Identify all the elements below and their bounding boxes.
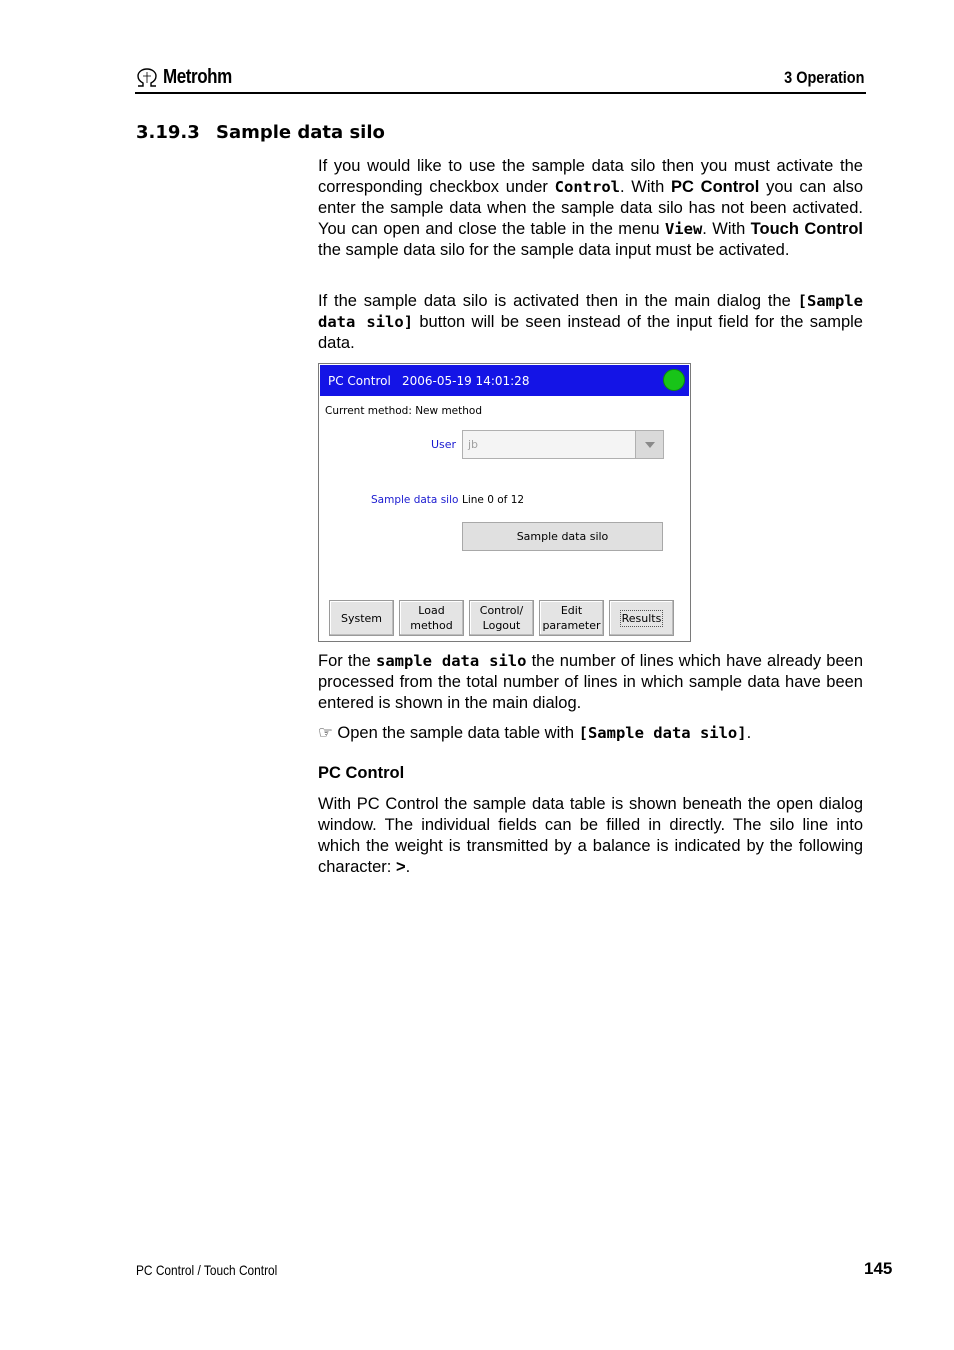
sample-data-silo-label: Sample data silo <box>371 494 459 506</box>
user-value: jb <box>468 438 479 451</box>
button-ref-sample-data-silo: [Sample data silo] <box>318 292 863 331</box>
paragraph-silo-lines <box>318 651 863 714</box>
current-method: Current method: New method <box>325 405 482 417</box>
paragraph-activate-silo <box>318 156 863 261</box>
text: you can also enter the sample data when the sample data silo has not been activated. You can open and close the table in the menu <box>318 178 863 238</box>
text: . With <box>619 178 672 196</box>
button-label: method <box>410 619 453 632</box>
page-header <box>135 62 866 94</box>
user-select[interactable] <box>462 430 664 459</box>
text: For the <box>318 652 376 670</box>
system-button[interactable] <box>329 600 394 636</box>
bold-pc-control: PC Control <box>671 178 760 196</box>
text: . With <box>702 220 751 238</box>
text: If you would like to use the sample data silo then you must activate the corresponding checkbox under <box>318 157 863 196</box>
brand-name: Metrohm <box>163 66 232 88</box>
sample-data-silo-value: Line 0 of 12 <box>462 494 525 506</box>
menu-ref-view: View <box>664 220 703 238</box>
paragraph-silo-button <box>318 291 863 354</box>
text: . <box>405 858 411 876</box>
text: With PC Control the sample data table is shown beneath the open dialog window. The individual fields can be filled in directly. The silo line into which the weight is transmitted by a balance is indicated by the following character: <box>318 795 863 876</box>
dialog-titlebar <box>320 365 689 396</box>
edit-parameter-button[interactable] <box>539 600 604 636</box>
text: button will be seen instead of the input field for the sample data. <box>318 313 863 352</box>
omega-logo-icon <box>135 68 159 88</box>
results-button[interactable] <box>609 600 674 636</box>
chapter-title: 3 Operation <box>783 68 864 87</box>
button-label: Edit <box>560 604 583 617</box>
text: If the sample data silo is activated then in the main dialog the <box>318 292 798 310</box>
button-label: parameter <box>542 619 601 632</box>
text: the sample data silo for the sample data input must be activated. <box>318 241 790 259</box>
text: . <box>746 724 752 742</box>
instruction-open-table <box>318 723 863 744</box>
ref-sample-data-silo: sample data silo <box>376 652 527 670</box>
user-label: User <box>431 438 457 451</box>
bold-touch-control: Touch Control <box>750 220 863 238</box>
section-number: 3.19.3 <box>136 122 200 143</box>
titlebar-app: PC Control <box>328 374 391 388</box>
titlebar-datetime: 2006-05-19 14:01:28 <box>402 374 530 388</box>
paragraph-pc-control <box>318 794 863 878</box>
button-ref-sample-data-silo: [Sample data silo] <box>578 724 747 742</box>
section-heading <box>136 122 385 143</box>
subheading-pc-control: PC Control <box>318 764 405 782</box>
footer-product: PC Control / Touch Control <box>136 1262 278 1278</box>
pointing-hand-icon: ☞ <box>318 724 333 742</box>
button-label: Logout <box>482 619 521 632</box>
chevron-down-icon[interactable] <box>635 431 663 458</box>
status-indicator-icon <box>663 369 685 391</box>
section-title: Sample data silo <box>216 122 385 143</box>
page-number: 145 <box>864 1259 893 1278</box>
text: Open the sample data table with <box>332 724 579 742</box>
button-label: Control/ <box>479 604 524 617</box>
load-method-button[interactable] <box>399 600 464 636</box>
control-logout-button[interactable] <box>469 600 534 636</box>
button-label: Load <box>418 604 445 617</box>
button-label: Results <box>621 611 662 625</box>
bottom-button-bar <box>329 600 674 636</box>
pc-control-screenshot <box>318 363 691 642</box>
metrohm-logo <box>135 66 244 89</box>
sample-data-silo-button[interactable]: Sample data silo <box>462 522 663 551</box>
menu-ref-control: Control <box>554 178 620 196</box>
button-label: System <box>340 611 383 625</box>
silo-line-marker: > <box>395 858 406 876</box>
text: the number of lines which have already been processed from the total number of lines in which sample data have been entered is shown in the main dialog. <box>318 652 864 712</box>
